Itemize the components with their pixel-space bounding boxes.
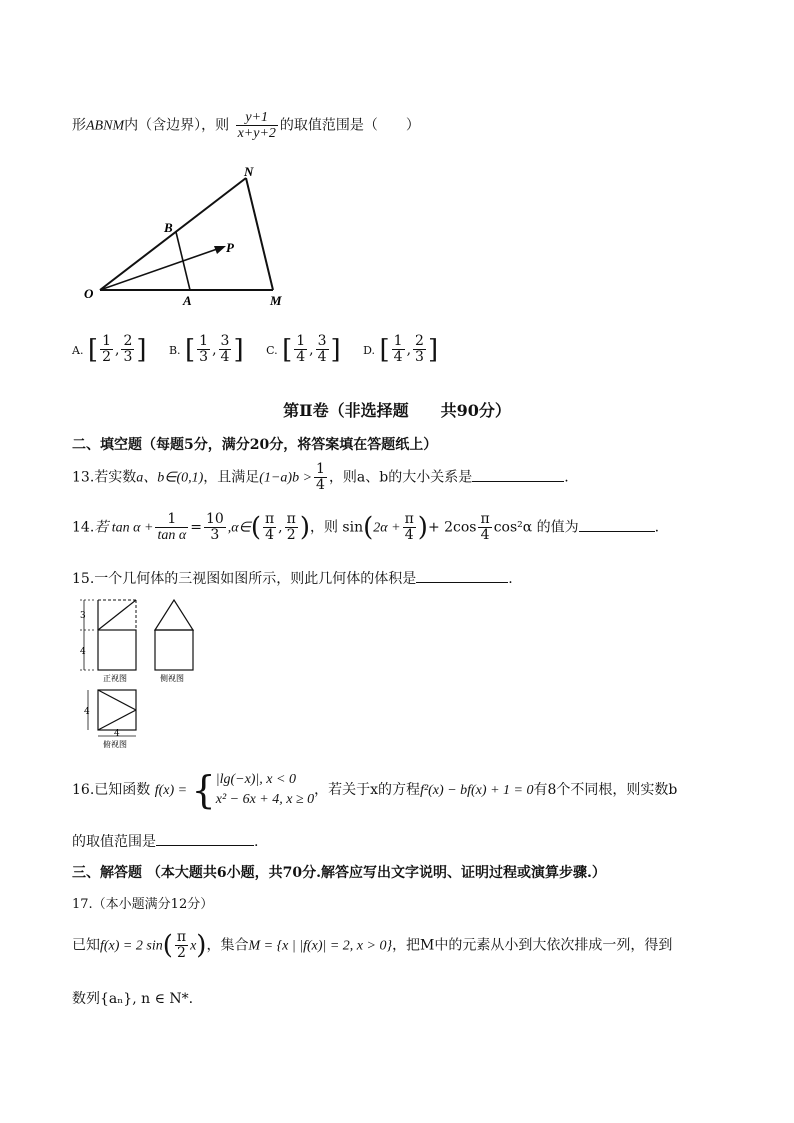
q16-text3: 有8个不同根，则实数b <box>533 782 678 798</box>
q14-num: 14. <box>72 519 95 536</box>
q16: 16.已知函数 f(x) = { |lg(−x)|, x < 0 x² − 6x + 4, x ≥ 0 ，若关于x的方程f²(x) − bf(x) + 1 = 0有8个不同根，则实数b <box>72 768 678 812</box>
q14-f1-num: 1 <box>167 511 177 527</box>
dim-4a-label: 4 <box>80 647 86 657</box>
label-P: P <box>226 240 234 255</box>
option-d-den2: 3 <box>415 349 424 365</box>
option-c-den1: 4 <box>296 349 306 365</box>
q16-cases <box>216 770 314 810</box>
label-B: B <box>164 220 173 235</box>
q14-text1: 若 tan α + <box>94 520 154 536</box>
q12-options <box>72 334 438 365</box>
q14-s-prefix: 2α + <box>373 520 401 536</box>
section3-title: 三、解答题 （本大题共6小题，共70分.解答应写出文字说明、证明过程或演算步骤.） <box>72 865 606 881</box>
q14-range-prefix: ,α∈ <box>227 520 251 536</box>
q13-text2: ，且满足 <box>203 469 260 486</box>
q16-end: . <box>254 834 259 850</box>
option-a-den1: 2 <box>102 349 111 365</box>
q13-text1: 若实数 <box>94 469 137 486</box>
q12-intro-prefix: 形 <box>72 117 86 134</box>
q12-frac-num: y+1 <box>245 110 269 125</box>
option-a-num2: 2 <box>123 333 133 349</box>
q16-case2: x² − 6x + 4, x ≥ 0 <box>215 792 315 807</box>
q17-text2: ，集合 <box>206 937 249 954</box>
option-b-num2: 3 <box>220 333 230 349</box>
q17-p-num: π <box>176 929 187 945</box>
option-a[interactable]: A. [ $\frac{1}{2}$ , $\frac{2}{3}$ ] <box>72 333 147 365</box>
dim-4b-label: 4 <box>84 707 90 717</box>
q14-s-num: π <box>404 511 414 527</box>
q16-answer-blank[interactable] <box>156 831 254 846</box>
option-b-letter: B. <box>168 343 181 357</box>
q14-text3: + 2cos <box>427 519 477 536</box>
q13-end: . <box>564 469 569 486</box>
q14-r2-num: π <box>286 511 296 527</box>
dim-4c-label: 4 <box>114 729 120 739</box>
option-c[interactable]: C. [ $\frac{1}{4}$ , $\frac{3}{4}$ ] <box>266 333 341 365</box>
q13-cond: a、b∈(0,1) <box>136 470 204 486</box>
q12-figure <box>80 160 310 310</box>
q14-r1-den: 4 <box>263 527 276 543</box>
q15-answer-blank[interactable] <box>416 568 508 583</box>
option-d-letter: D. <box>363 343 376 357</box>
q13-ineq: (1−a)b > <box>259 470 313 486</box>
q15 <box>72 568 513 588</box>
q16-line2-text: 的取值范围是 <box>72 834 156 850</box>
option-b-num1: 1 <box>199 333 209 349</box>
option-c-letter: C. <box>266 343 278 357</box>
q13 <box>72 462 569 493</box>
q17-head: 17.（本小题满分12分） <box>72 897 214 912</box>
q12-frac-den: x+y+2 <box>237 126 276 141</box>
q14-r1-num: π <box>264 511 275 527</box>
q14-c-num: π <box>480 511 490 527</box>
dim-3-label: 3 <box>80 611 86 621</box>
option-d-num1: 1 <box>393 333 403 349</box>
q13-frac-num: 1 <box>316 461 325 477</box>
q14: 14.若 tan α + $\frac{1}{\text{tan α}}$ = $\frac{10}{3}$ ,α∈( $\frac{\pi}{4}$ , $\frac{\pi}{2}$ )，则 sin(2α + $\frac{\pi}{4}$ )+ 2cos $\frac{\pi}{4}$ cos²α 的值为 . <box>72 511 660 543</box>
side-view <box>155 600 193 683</box>
q13-text3: ，则a、b的大小关系是 <box>328 469 473 486</box>
option-a-den2: 3 <box>123 349 133 365</box>
q12-fraction <box>236 110 278 141</box>
side-view-label: 侧视图 <box>160 674 184 683</box>
q12-intro-mid: 内（含边界），则 <box>124 117 230 134</box>
option-a-num1: 1 <box>102 333 111 349</box>
q14-answer-blank[interactable] <box>579 517 655 532</box>
q13-num: 13. <box>72 469 95 486</box>
option-c-num1: 1 <box>296 333 306 349</box>
vector-OP <box>100 248 220 290</box>
label-A: A <box>183 293 192 308</box>
label-M: M <box>270 293 282 308</box>
q17-line2: 数列{aₙ}, n ∈ N*. <box>72 991 194 1007</box>
section2-title: 二、填空题（每题5分，满分20分，将答案填在答题纸上） <box>72 437 438 453</box>
q12-shape: ABNM <box>86 118 125 134</box>
q13-frac-den: 4 <box>316 477 325 493</box>
q17-line1: 已知f(x) = 2 sin( $\frac{\pi}{2}$ x)，集合M = {x | |f(x)| = 2, x > 0}，把M中的元素从小到大依次排成一列，得到 <box>72 929 673 961</box>
q14-text4: cos²α 的值为 <box>493 519 579 536</box>
q14-f1-den: tan α <box>157 528 187 543</box>
q15-end: . <box>508 571 513 587</box>
q14-c-den: 4 <box>478 527 491 543</box>
q16-eqn: f²(x) − bf(x) + 1 = 0 <box>420 783 534 798</box>
q15-text: 一个几何体的三视图如图所示，则此几何体的体积是 <box>94 571 417 587</box>
q16-fx: f(x) = <box>154 783 188 798</box>
q17-p-den: 2 <box>175 945 188 961</box>
arrow-head <box>214 246 226 254</box>
top-view <box>84 690 136 749</box>
line-NM <box>246 178 273 290</box>
front-view <box>80 600 136 683</box>
q16-case1: |lg(−x)|, x < 0 <box>215 772 296 787</box>
part2-title: 第Ⅱ卷（非选择题 共90分） <box>283 401 511 420</box>
q14-f2-den: 3 <box>204 527 226 543</box>
option-d[interactable]: D. [ $\frac{1}{4}$ , $\frac{2}{3}$ ] <box>363 333 439 365</box>
label-N: N <box>244 164 254 179</box>
option-b-den1: 3 <box>199 349 209 365</box>
option-c-den2: 4 <box>317 349 327 365</box>
line-ON <box>100 178 246 290</box>
q16-text1: 已知函数 <box>94 782 151 798</box>
q17-set: M = {x | |f(x)| = 2, x > 0} <box>248 938 393 954</box>
q12-intro-suffix: 的取值范围是（ ） <box>279 117 420 134</box>
q16-line2 <box>72 831 258 851</box>
q15-num: 15. <box>72 571 95 587</box>
option-d-num2: 2 <box>415 333 424 349</box>
q14-eq: = <box>190 519 202 536</box>
q12-intro <box>72 110 420 141</box>
q17-fx: f(x) = 2 sin <box>100 938 163 954</box>
q14-r2-den: 2 <box>285 527 298 543</box>
q17-p-var: x <box>190 938 197 954</box>
label-O: O <box>84 286 94 301</box>
q15-three-view-figure <box>74 596 204 756</box>
q17-text3: ，把M中的元素从小到大依次排成一列，得到 <box>392 937 673 954</box>
option-a-letter: A. <box>72 343 84 357</box>
q14-text2: ，则 sin <box>309 519 364 536</box>
q14-f2-num: 10 <box>205 511 224 527</box>
q13-answer-blank[interactable] <box>472 467 564 482</box>
q16-text2: ，若关于x的方程 <box>314 782 421 798</box>
q16-num: 16. <box>72 782 95 798</box>
q14-s-den: 4 <box>403 527 416 543</box>
front-view-label: 正视图 <box>103 674 127 683</box>
option-d-den1: 4 <box>393 349 403 365</box>
q17-text1: 已知 <box>72 937 100 954</box>
q14-end: . <box>654 519 660 536</box>
option-c-num2: 3 <box>317 333 327 349</box>
top-view-label: 俯视图 <box>103 740 127 749</box>
option-b-den2: 4 <box>220 349 230 365</box>
option-b[interactable]: B. [ $\frac{1}{3}$ , $\frac{3}{4}$ ] <box>168 333 244 365</box>
